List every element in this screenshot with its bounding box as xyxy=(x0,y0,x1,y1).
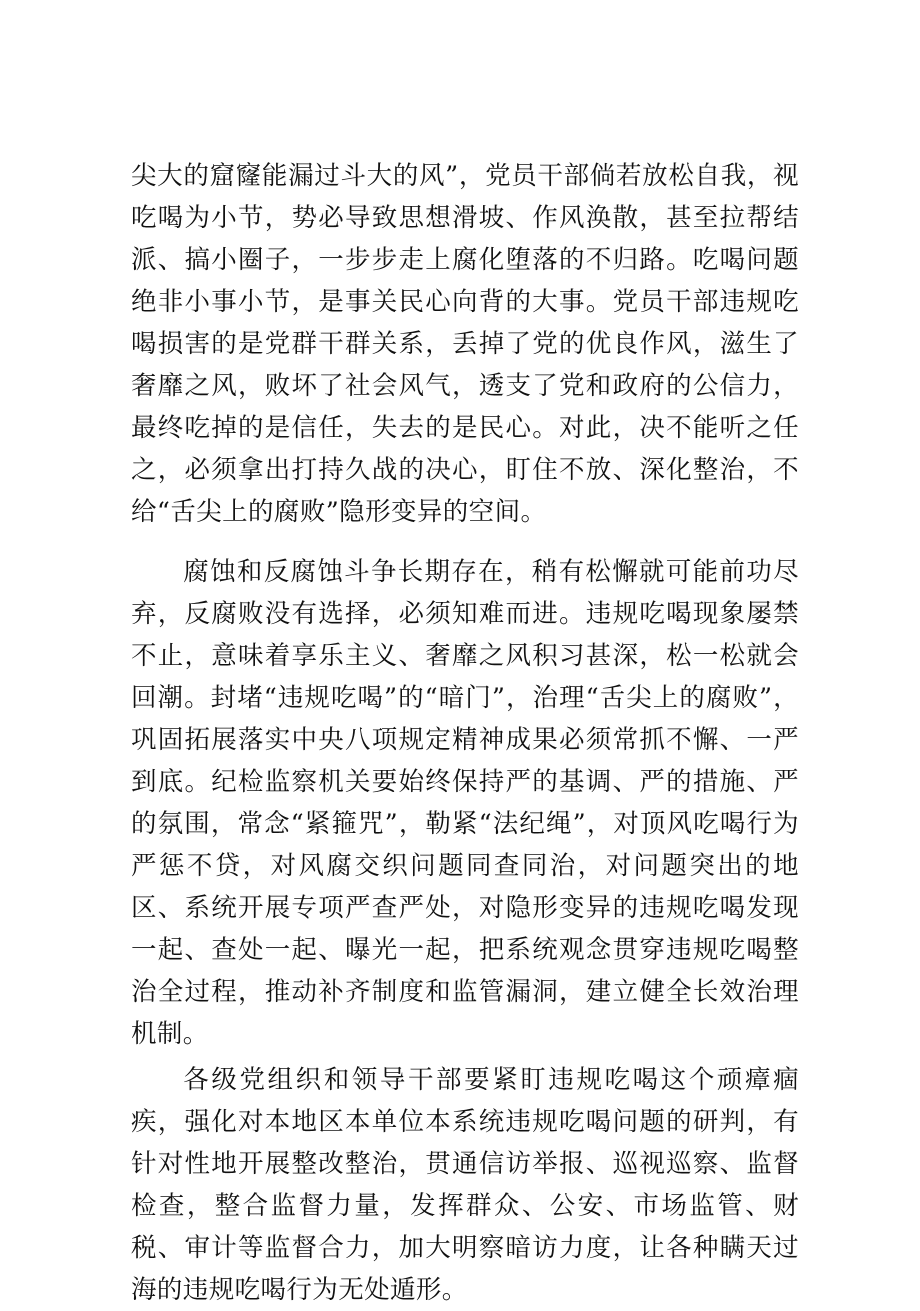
paragraph-anti-corruption: 腐蚀和反腐蚀斗争长期存在，稍有松懈就可能前功尽弃，反腐败没有选择，必须知难而进。违规吃喝现象屡禁不止，意味着享乐主义、奢靡之风积习甚深，松一松就会回潮。封堵“违规吃喝”的“暗门”，治理“舌尖上的腐败”，巩固拓展落实中央八项规定精神成果必须常抓不懈、一严到底。纪检监察机关要始终保持严的基调、严的措施、严的氛围，常念“紧箍咒”，勒紧“法纪绳”，对顶风吃喝行为严惩不贷，对风腐交织问题同查同治，对问题突出的地区、系统开展专项严查严处，对隐形变异的违规吃喝发现一起、查处一起、曝光一起，把系统观念贯穿违规吃喝整治全过程，推动补齐制度和监管漏洞，建立健全长效治理机制。 xyxy=(131,557,799,1049)
paragraph-continuation: 尖大的窟窿能漏过斗大的风”，党员干部倘若放松自我，视吃喝为小节，势必导致思想滑坡、作风涣散，甚至拉帮结派、搞小圈子，一步步走上腐化堕落的不归路。吃喝问题绝非小事小节，是事关民心向背的大事。党员干部违规吃喝损害的是党群干群关系，丢掉了党的优良作风，滋生了奢靡之风，败坏了社会风气，透支了党和政府的公信力，最终吃掉的是信任，失去的是民心。对此，决不能听之任之，必须拿出打持久战的决心，盯住不放、深化整治，不给“舌尖上的腐败”隐形变异的空间。 xyxy=(131,161,799,527)
paragraph-party-organizations: 各级党组织和领导干部要紧盯违规吃喝这个顽瘴痼疾，强化对本地区本单位本系统违规吃喝问题的研判，有针对性地开展整改整治，贯通信访举报、巡视巡察、监督检查，整合监督力量，发挥群众、公安、市场监管、财税、审计等监督合力，加大明察暗访力度，让各种瞒天过海的违规吃喝行为无处遁形。 xyxy=(131,1065,799,1305)
document-body xyxy=(131,155,799,1311)
